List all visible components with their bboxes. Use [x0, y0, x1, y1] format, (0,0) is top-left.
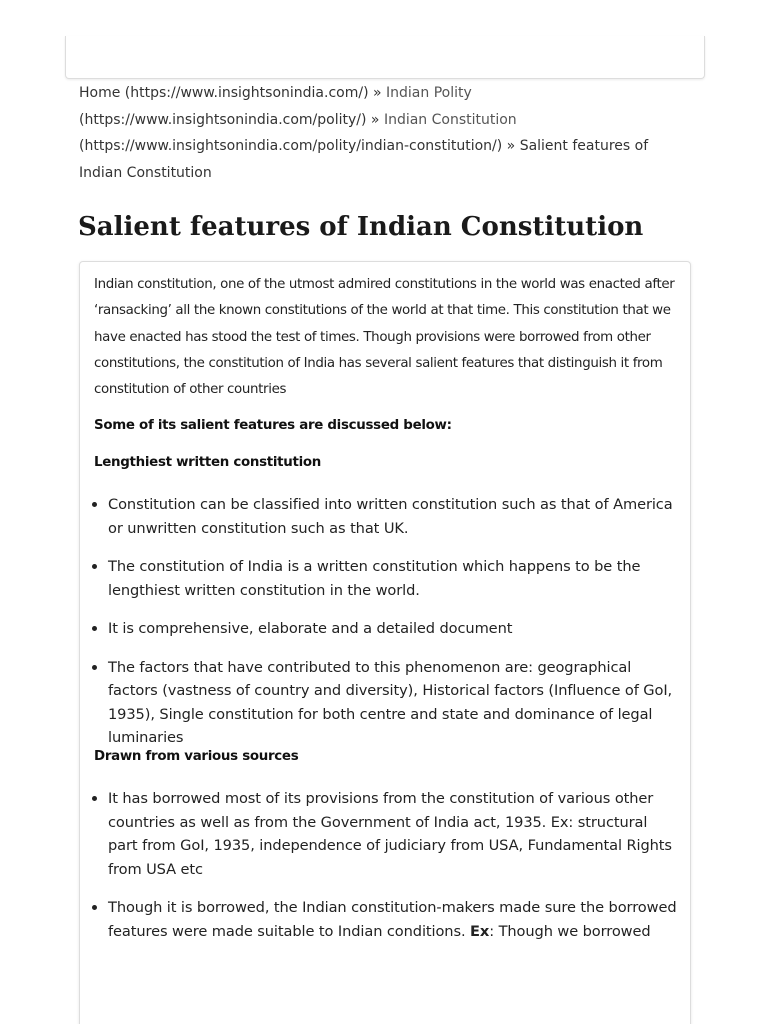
section-list-sources [90, 787, 680, 958]
section-heading-sources: Drawn from various sources [94, 749, 299, 764]
list-item-text: Though it is borrowed, the Indian constitution-makers made sure the borrowed features were made suitable to Indian conditions. [108, 899, 677, 940]
breadcrumb-separator: » [368, 85, 387, 101]
breadcrumb-separator: » [366, 111, 384, 128]
breadcrumb-separator: » [502, 138, 520, 154]
list-item: It has borrowed most of its provisions from the constitution of various other countries as well as from the Government of India act, 1935. Ex: structural part from GoI, 1935, independence of judiciary from USA, Fundamental Rights from USA etc [90, 787, 680, 881]
intro-paragraph: Indian constitution, one of the utmost admired constitutions in the world was enacted after ‘ransacking’ all the known constitutions of the world at that time. This constitution that we have enacted has stood the test of times. Though provisions were borrowed from other constitutions, the constitution of India has several salient features that distinguish it from constitution of other countries [94, 277, 675, 398]
top-banner-box [65, 36, 705, 79]
example-label: Ex [470, 922, 490, 940]
list-item: The constitution of India is a written constitution which happens to be the lengthiest written constitution in the world. [90, 555, 680, 602]
page-title: Salient features of Indian Constitution [78, 212, 644, 242]
breadcrumb-home-url: (https://www.insightsonindia.com/) [124, 85, 369, 101]
breadcrumb [79, 80, 679, 186]
section-heading-lengthiest: Lengthiest written constitution [94, 455, 322, 470]
list-item: Constitution can be classified into written constitution such as that of America or unwritten constitution such as that UK. [90, 493, 680, 540]
breadcrumb-constitution-url: (https://www.insightsonindia.com/polity/indian-constitution/) [79, 138, 503, 154]
breadcrumb-current: Salient features of Indian Constitution [79, 138, 649, 181]
list-item-text: : Though we borrowed [489, 922, 651, 940]
section-list-lengthiest [90, 493, 680, 765]
features-heading: Some of its salient features are discussed below: [94, 418, 452, 433]
list-item: It is comprehensive, elaborate and a detailed document [90, 617, 680, 641]
list-item: The factors that have contributed to this phenomenon are: geographical factors (vastness of country and diversity), Historical factors (Influence of GoI, 1935), Single constitution for both centre and state and dominance of legal luminaries [90, 656, 680, 750]
breadcrumb-home-link[interactable]: Home [79, 85, 121, 101]
breadcrumb-polity-url: (https://www.insightsonindia.com/polity/) [79, 111, 367, 128]
breadcrumb-polity-link[interactable]: Indian Polity [386, 85, 472, 101]
breadcrumb-constitution-link[interactable]: Indian Constitution [383, 111, 517, 128]
list-item [90, 896, 680, 943]
